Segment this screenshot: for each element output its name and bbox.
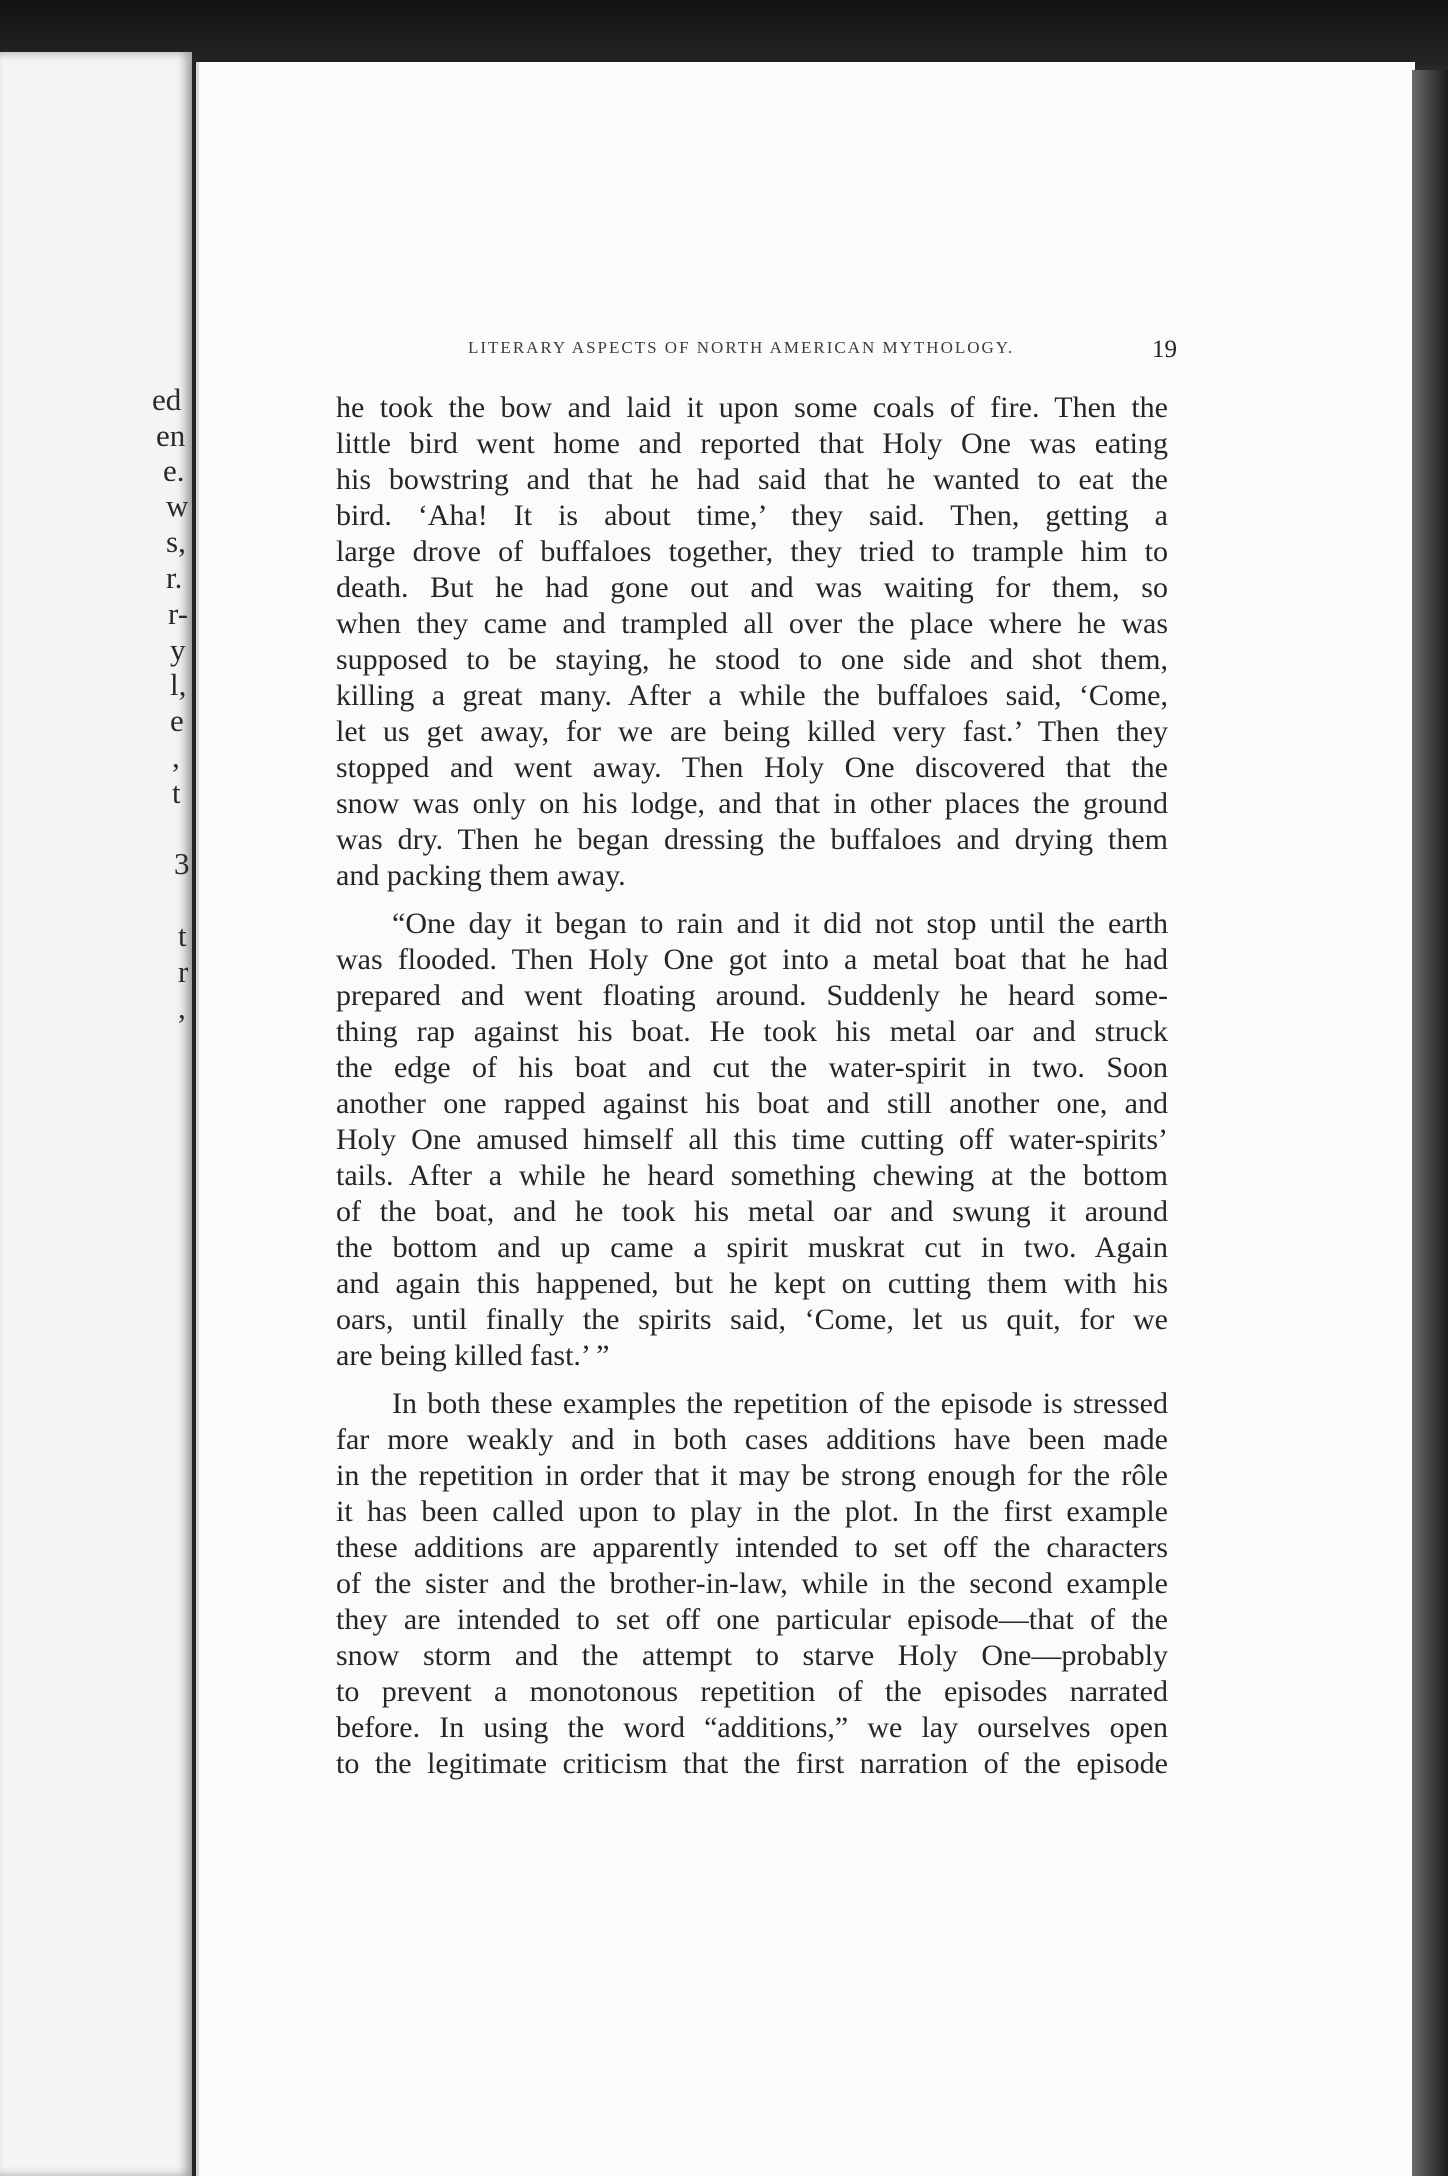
text-line: far more weakly and in both cases additions have been made: [336, 1423, 1168, 1456]
body-text: [336, 390, 1168, 1782]
paragraph-1: [336, 390, 1168, 894]
text-line: thing rap against his boat. He took his metal oar and struck: [336, 1015, 1168, 1048]
paragraph-3: [336, 1386, 1168, 1782]
text-line: the bottom and up came a spirit muskrat cut in two. Again: [336, 1231, 1168, 1264]
left-page-fragment: ed: [152, 382, 182, 417]
text-line: before. In using the word “additions,” we lay ourselves open: [336, 1711, 1168, 1744]
left-page-fragment: ,: [178, 990, 186, 1025]
left-page-fragment: l,: [170, 667, 187, 702]
text-line: to prevent a monotonous repetition of the episodes narrated: [336, 1675, 1168, 1708]
text-line: stopped and went away. Then Holy One discovered that the: [336, 751, 1168, 784]
left-page-fragment: t: [178, 918, 187, 953]
text-line: of the boat, and he took his metal oar and swung it around: [336, 1195, 1168, 1228]
running-head: LITERARY ASPECTS OF NORTH AMERICAN MYTHOLOGY.: [468, 338, 1015, 357]
text-line: they are intended to set off one particular episode—that of the: [336, 1603, 1168, 1636]
left-page-fragment: s,: [166, 524, 186, 559]
text-line: “One day it began to rain and it did not stop until the earth: [392, 907, 1168, 940]
page-number: 19: [1152, 336, 1177, 363]
text-line: bird. ‘Aha! It is about time,’ they said. Then, getting a: [336, 499, 1168, 532]
left-page-fragment: en: [156, 418, 186, 453]
text-line: and again this happened, but he kept on cutting them with his: [336, 1267, 1168, 1300]
text-line: was flooded. Then Holy One got into a metal boat that he had: [336, 943, 1168, 976]
text-line: tails. After a while he heard something chewing at the bottom: [336, 1159, 1168, 1192]
text-line: it has been called upon to play in the plot. In the first example: [336, 1495, 1168, 1528]
text-line: prepared and went floating around. Suddenly he heard some-: [336, 979, 1168, 1012]
text-line: killing a great many. After a while the buffaloes said, ‘Come,: [336, 679, 1168, 712]
left-page-edge: [0, 52, 192, 2176]
text-line: when they came and trampled all over the place where he was: [336, 607, 1168, 640]
left-page-fragment: y: [170, 632, 186, 667]
text-line: and packing them away.: [336, 859, 626, 892]
left-page-fragment: w: [166, 488, 189, 523]
text-line: the edge of his boat and cut the water-spirit in two. Soon: [336, 1051, 1168, 1084]
text-line: oars, until finally the spirits said, ‘Come, let us quit, for we: [336, 1303, 1168, 1336]
text-line: let us get away, for we are being killed very fast.’ Then they: [336, 715, 1168, 748]
text-line: another one rapped against his boat and still another one, and: [336, 1087, 1168, 1120]
text-line: Holy One amused himself all this time cutting off water-spirits’: [336, 1123, 1168, 1156]
paragraph-2: [336, 906, 1168, 1374]
text-line: snow was only on his lodge, and that in other places the ground: [336, 787, 1168, 820]
text-line: are being killed fast.’ ”: [336, 1339, 610, 1372]
text-line: large drove of buffaloes together, they tried to trample him to: [336, 535, 1168, 568]
text-line: of the sister and the brother-in-law, while in the second example: [336, 1567, 1168, 1600]
text-line: was dry. Then he began dressing the buffaloes and drying them: [336, 823, 1168, 856]
text-line: In both these examples the repetition of the episode is stressed: [392, 1387, 1168, 1420]
text-line: snow storm and the attempt to starve Holy One—probably: [336, 1639, 1168, 1672]
left-page-fragment: r-: [168, 596, 189, 631]
text-line: his bowstring and that he had said that he wanted to eat the: [336, 463, 1168, 496]
text-line: little bird went home and reported that Holy One was eating: [336, 427, 1168, 460]
text-line: these additions are apparently intended to set off the characters: [336, 1531, 1168, 1564]
left-page-fragment: r: [178, 954, 189, 989]
left-page-fragment: ,: [172, 739, 180, 774]
left-page-fragment: t: [172, 775, 181, 810]
text-line: to the legitimate criticism that the first narration of the episode: [336, 1747, 1168, 1780]
text-line: he took the bow and laid it upon some coals of fire. Then the: [336, 391, 1168, 424]
text-line: death. But he had gone out and was waiting for them, so: [336, 571, 1168, 604]
text-line: supposed to be staying, he stood to one side and shot them,: [336, 643, 1168, 676]
left-page-fragment: e: [170, 703, 184, 738]
left-page-fragment: r.: [166, 560, 183, 595]
left-page-fragment: e.: [163, 453, 185, 488]
text-line: in the repetition in order that it may be strong enough for the rôle: [336, 1459, 1168, 1492]
right-page-edge-shadow: [1412, 70, 1448, 2176]
left-page-fragment: 3: [174, 846, 190, 881]
